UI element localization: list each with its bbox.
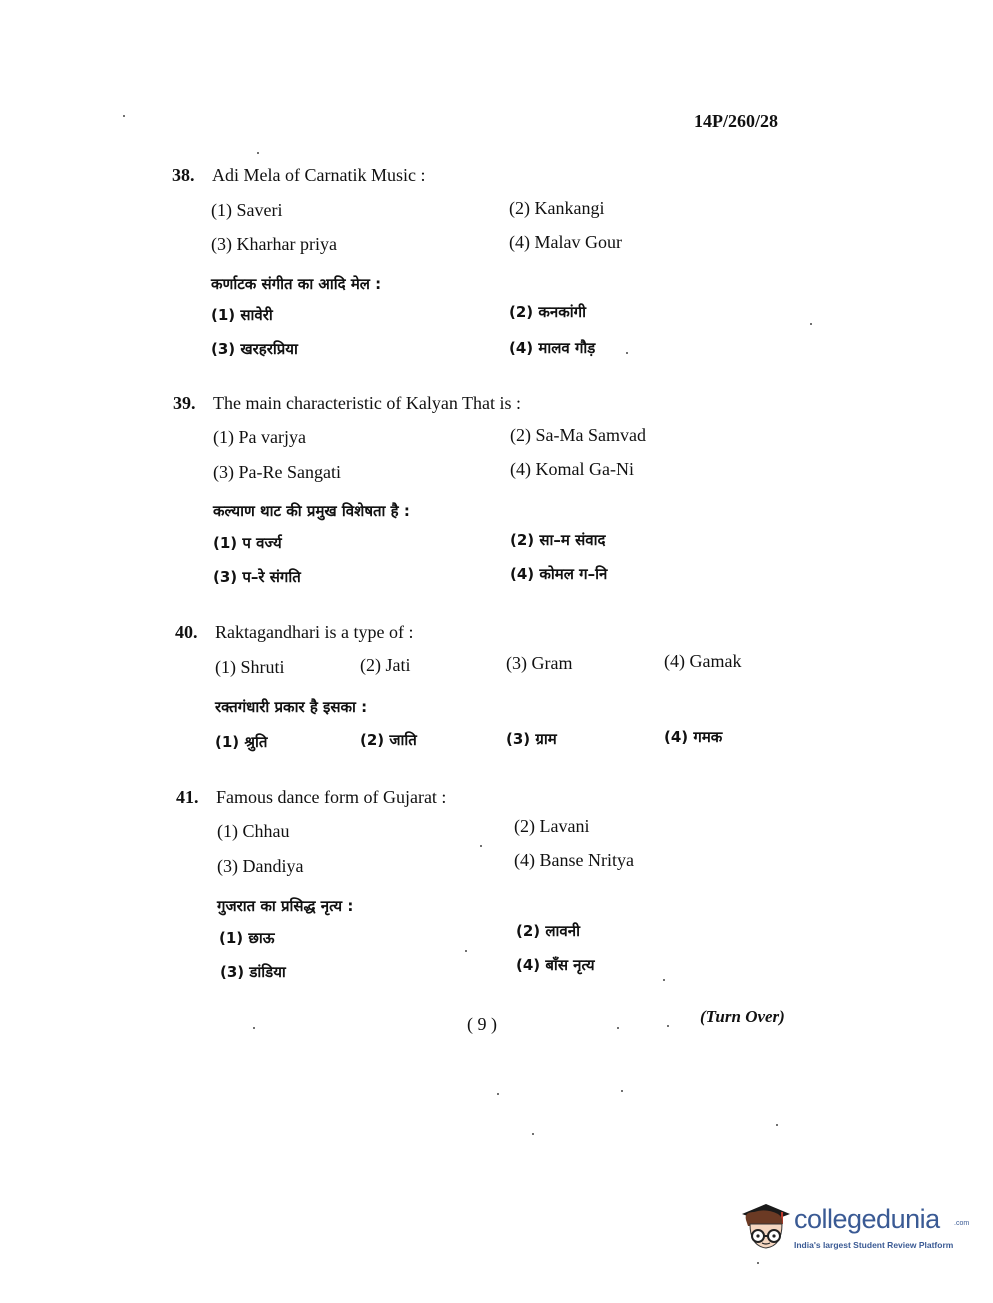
scan-speck [810, 323, 812, 325]
scan-speck [663, 979, 665, 981]
hindi-option-3: (3) ग्राम [506, 730, 557, 748]
question-text: 40. Raktagandhari is a type of : [175, 622, 414, 642]
option-2: (2) Kankangi [509, 198, 605, 218]
logo-wordmark: collegedunia [794, 1204, 940, 1234]
hindi-question-text: गुजरात का प्रसिद्ध नृत्य : [217, 897, 354, 915]
question-text: 41. Famous dance form of Gujarat : [176, 787, 447, 807]
scan-speck [253, 1027, 255, 1029]
scan-speck [621, 1090, 623, 1092]
hindi-option-4: (4) कोमल ग–नि [510, 565, 608, 583]
option-3: (3) Dandiya [217, 856, 304, 876]
option-3: (3) Kharhar priya [211, 234, 337, 254]
question-number: 41. [176, 787, 199, 807]
collegedunia-logo [736, 1196, 970, 1260]
hindi-option-2: (2) जाति [360, 731, 417, 749]
hindi-option-2: (2) सा–म संवाद [510, 531, 606, 549]
option-3: (3) Gram [506, 653, 573, 673]
scan-speck [776, 1124, 778, 1126]
question-text: 39. The main characteristic of Kalyan That is : [173, 393, 522, 413]
scan-speck [532, 1133, 534, 1135]
option-1: (1) Chhau [217, 821, 290, 841]
hindi-option-4: (4) मालव गौड़ [509, 339, 596, 357]
hindi-option-4: (4) बाँस नृत्य [516, 956, 595, 974]
scan-speck [667, 1025, 669, 1027]
option-1: (1) Shruti [215, 657, 285, 677]
scan-speck [757, 1262, 759, 1264]
scan-speck [497, 1093, 499, 1095]
hindi-question-text: कर्णाटक संगीत का आदि मेल : [211, 275, 382, 293]
turn-over-note: (Turn Over) [700, 1007, 785, 1026]
hindi-option-1: (1) श्रुति [215, 733, 268, 751]
hindi-option-2: (2) कनकांगी [509, 303, 586, 321]
question-number: 38. [172, 165, 195, 185]
logo-tagline: India's largest Student Review Platform [794, 1240, 954, 1250]
hindi-question-text: रक्तगंधारी प्रकार है इसका : [215, 698, 368, 716]
paper-code: 14P/260/28 [694, 111, 778, 131]
option-2: (2) Jati [360, 655, 411, 675]
question-number: 40. [175, 622, 198, 642]
option-1: (1) Saveri [211, 200, 283, 220]
question-number: 39. [173, 393, 196, 413]
page-number: ( 9 ) [467, 1014, 497, 1034]
scan-speck [465, 950, 467, 952]
option-4: (4) Banse Nritya [514, 850, 634, 870]
hindi-option-3: (3) खरहरप्रिया [211, 340, 298, 358]
hindi-option-1: (1) प वर्ज्य [213, 534, 282, 552]
scan-speck [626, 352, 628, 354]
option-2: (2) Lavani [514, 816, 590, 836]
scan-speck [480, 845, 482, 847]
option-2: (2) Sa-Ma Samvad [510, 425, 646, 445]
question-text: 38. Adi Mela of Carnatik Music : [172, 165, 426, 185]
hindi-option-3: (3) डांडिया [220, 963, 286, 981]
option-4: (4) Gamak [664, 651, 742, 671]
hindi-option-4: (4) गमक [664, 728, 723, 746]
option-4: (4) Komal Ga-Ni [510, 459, 634, 479]
option-1: (1) Pa varjya [213, 427, 306, 447]
scan-speck [257, 152, 259, 154]
hindi-question-text: कल्याण थाट की प्रमुख विशेषता है : [213, 502, 410, 520]
scan-speck [617, 1027, 619, 1029]
option-4: (4) Malav Gour [509, 232, 622, 252]
mascot-icon [736, 1196, 794, 1258]
hindi-option-3: (3) प–रे संगति [213, 568, 301, 586]
hindi-option-1: (1) सावेरी [211, 306, 273, 324]
hindi-option-2: (2) लावनी [516, 922, 580, 940]
logo-domain: .com [954, 1220, 970, 1227]
option-3: (3) Pa-Re Sangati [213, 462, 341, 482]
scan-speck [123, 115, 125, 117]
hindi-option-1: (1) छाऊ [219, 929, 275, 947]
